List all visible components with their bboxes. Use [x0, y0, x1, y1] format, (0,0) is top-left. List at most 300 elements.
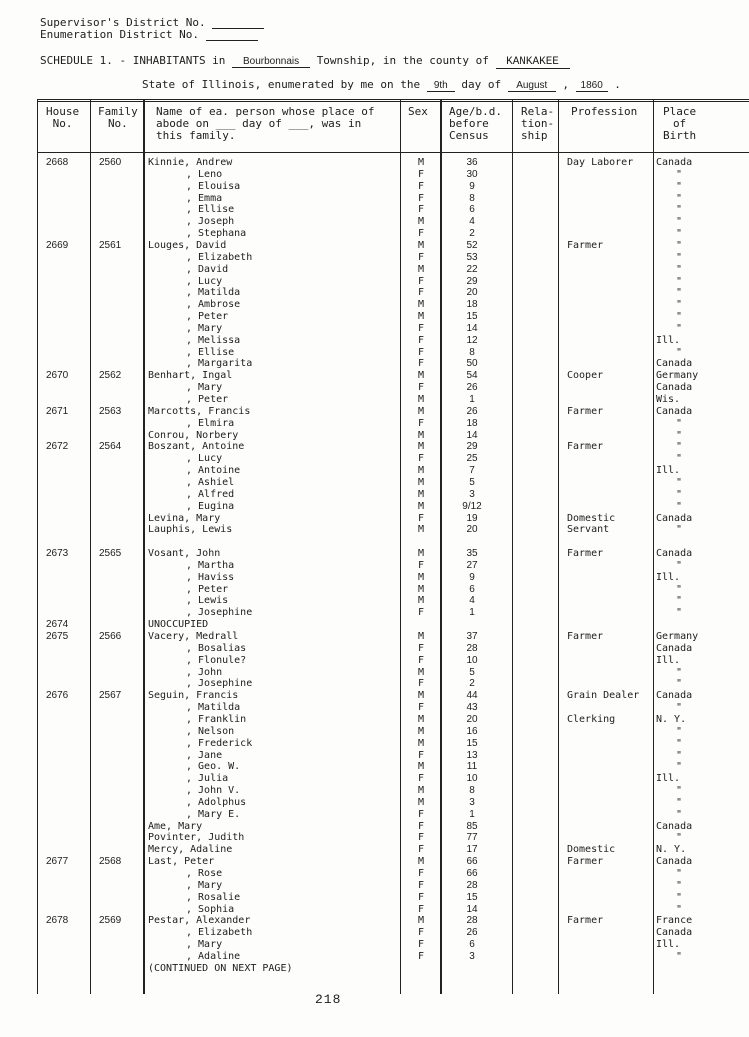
age: 4: [469, 595, 475, 606]
birthplace: ": [676, 264, 683, 275]
person-name: , David: [186, 264, 229, 275]
person-name: Mercy, Adaline: [148, 844, 233, 855]
person-name: , Ellise: [186, 347, 235, 358]
sex: F: [418, 228, 425, 239]
birthplace: ": [676, 240, 683, 251]
age: 20: [466, 287, 478, 298]
age: 1: [469, 394, 475, 405]
age: 11: [466, 761, 478, 772]
family-no: 2560: [99, 157, 122, 168]
age: 18: [466, 418, 478, 429]
person-name: , Josephine: [186, 678, 253, 689]
profession: Day Laborer: [567, 157, 634, 168]
birthplace: ": [676, 489, 683, 500]
col-rule: [512, 99, 513, 994]
birthplace: ": [676, 228, 683, 239]
age: 52: [466, 240, 478, 251]
person-name: , Franklin: [186, 714, 247, 725]
birthplace: ": [676, 595, 683, 606]
birthplace: ": [676, 501, 683, 512]
sex: F: [418, 276, 425, 287]
age: 13: [466, 750, 478, 761]
person-name: , Eugina: [186, 501, 235, 512]
sex: M: [418, 690, 425, 701]
col-rule: [90, 99, 91, 994]
age: 29: [466, 276, 478, 287]
sex: M: [418, 441, 425, 452]
sex: M: [418, 584, 425, 595]
age: 6: [469, 584, 475, 595]
person-name: , John: [186, 667, 223, 678]
person-name: , Adaline: [186, 951, 241, 962]
schedule-line: [40, 54, 570, 69]
person-name: , Jane: [186, 750, 223, 761]
sex: M: [418, 430, 425, 441]
age: 37: [466, 631, 478, 642]
person-name: Marcotts, Francis: [148, 406, 251, 417]
age: 28: [466, 915, 478, 926]
person-name: , Lucy: [186, 453, 223, 464]
age: 5: [469, 667, 475, 678]
sex: M: [418, 264, 425, 275]
birthplace: ": [676, 169, 683, 180]
family-no: 2567: [99, 690, 122, 701]
sex: F: [418, 347, 425, 358]
profession: Farmer: [567, 240, 604, 251]
person-name: Pestar, Alexander: [148, 915, 251, 926]
birthplace: ": [676, 477, 683, 488]
age: 1: [469, 607, 475, 618]
family-no: 2564: [99, 441, 122, 452]
person-name: , Haviss: [186, 572, 235, 583]
sex: M: [418, 157, 425, 168]
birthplace: Canada: [656, 406, 693, 417]
person-name: Povinter, Judith: [148, 832, 245, 843]
age: 14: [466, 323, 478, 334]
person-name: , Ambrose: [186, 299, 241, 310]
person-name: Lauphis, Lewis: [148, 524, 233, 535]
sex: F: [418, 560, 425, 571]
age: 26: [466, 406, 478, 417]
house-no: 2669: [46, 240, 69, 251]
age: 14: [466, 430, 478, 441]
person-name: , Peter: [186, 584, 229, 595]
col-header-house: House No.: [46, 105, 80, 130]
enumeration-label: Enumeration District No.: [40, 28, 199, 41]
person-name: Seguin, Francis: [148, 690, 239, 701]
birthplace: ": [676, 726, 683, 737]
age: 28: [466, 880, 478, 891]
profession: Farmer: [567, 406, 604, 417]
sex: F: [418, 904, 425, 915]
age: 19: [466, 513, 478, 524]
age: 6: [469, 939, 475, 950]
age: 77: [466, 832, 478, 843]
person-name: , Antoine: [186, 465, 241, 476]
age: 14: [466, 904, 478, 915]
sex: M: [418, 216, 425, 227]
house-no: 2668: [46, 157, 69, 168]
age: 44: [466, 690, 478, 701]
birthplace: Canada: [656, 690, 693, 701]
age: 26: [466, 927, 478, 938]
birthplace: ": [676, 299, 683, 310]
person-name: , John V.: [186, 785, 241, 796]
birthplace: ": [676, 607, 683, 618]
profession: Farmer: [567, 441, 604, 452]
sex: F: [418, 678, 425, 689]
age: 35: [466, 548, 478, 559]
age: 15: [466, 892, 478, 903]
birthplace: ": [676, 181, 683, 192]
sex: F: [418, 169, 425, 180]
birthplace: ": [676, 809, 683, 820]
birthplace: ": [676, 287, 683, 298]
sex: F: [418, 382, 425, 393]
person-name: , Geo. W.: [186, 761, 241, 772]
sex: M: [418, 667, 425, 678]
birthplace: Canada: [656, 513, 693, 524]
family-no: 2565: [99, 548, 122, 559]
sex: M: [418, 394, 425, 405]
person-name: , Elmira: [186, 418, 235, 429]
person-name: Conrou, Norbery: [148, 430, 239, 441]
state-line: State of Illinois, enumerated by me on the 9th day of August , 1860 .: [142, 78, 621, 91]
age: 15: [466, 311, 478, 322]
age: 8: [469, 347, 475, 358]
sex: M: [418, 311, 425, 322]
birthplace: ": [676, 524, 683, 535]
person-name: , Melissa: [186, 335, 241, 346]
person-name: Louges, David: [148, 240, 227, 251]
birthplace: Germany: [656, 631, 699, 642]
age: 50: [466, 358, 478, 369]
person-name: , Margarita: [186, 358, 253, 369]
house-no: 2677: [46, 856, 69, 867]
sex: F: [418, 204, 425, 215]
person-name: , Mary: [186, 382, 223, 393]
sex: F: [418, 418, 425, 429]
person-name: , Ashiel: [186, 477, 235, 488]
person-name: , Emma: [186, 193, 223, 204]
birthplace: ": [676, 904, 683, 915]
house-no: 2670: [46, 370, 69, 381]
enumeration-district: [40, 28, 258, 41]
col-header-age: Age/b.d. before Census: [449, 105, 502, 142]
sex: M: [418, 572, 425, 583]
sex: F: [418, 832, 425, 843]
birthplace: Canada: [656, 927, 693, 938]
age: 66: [466, 856, 478, 867]
day-word: day of: [461, 78, 502, 91]
age: 36: [466, 157, 478, 168]
birthplace: Germany: [656, 370, 699, 381]
sex: F: [418, 927, 425, 938]
birthplace: Ill.: [656, 655, 681, 666]
sex: M: [418, 714, 425, 725]
birthplace: ": [676, 892, 683, 903]
sex: M: [418, 595, 425, 606]
sex: F: [418, 358, 425, 369]
person-name: , Flonule?: [186, 655, 247, 666]
birthplace: ": [676, 951, 683, 962]
birthplace: Ill.: [656, 939, 681, 950]
birthplace: Canada: [656, 548, 693, 559]
sex: F: [418, 335, 425, 346]
birthplace: Ill.: [656, 335, 681, 346]
person-name: Last, Peter: [148, 856, 215, 867]
col-rule: [440, 99, 442, 994]
person-name: Vosant, John: [148, 548, 221, 559]
state-prefix: State of Illinois, enumerated by me on the: [142, 78, 421, 91]
sex: M: [418, 785, 425, 796]
sex: F: [418, 880, 425, 891]
sex: M: [418, 501, 425, 512]
profession: Farmer: [567, 631, 604, 642]
person-name: , Mary: [186, 939, 223, 950]
person-name: , Stephana: [186, 228, 247, 239]
age: 16: [466, 726, 478, 737]
age: 27: [466, 560, 478, 571]
col-header-profession: Profession: [571, 105, 638, 118]
age: 54: [466, 370, 478, 381]
sex: M: [418, 299, 425, 310]
birthplace: Ill.: [656, 773, 681, 784]
person-name: Levina, Mary: [148, 513, 221, 524]
person-name: Vacery, Medrall: [148, 631, 239, 642]
sex: M: [418, 726, 425, 737]
person-name: , Mary: [186, 880, 223, 891]
birthplace: Ill.: [656, 572, 681, 583]
house-no: 2674: [46, 619, 69, 630]
family-no: 2568: [99, 856, 122, 867]
age: 2: [469, 228, 475, 239]
sex: M: [418, 797, 425, 808]
birthplace: ": [676, 204, 683, 215]
sex: F: [418, 844, 425, 855]
birthplace: ": [676, 276, 683, 287]
sex: M: [418, 761, 425, 772]
sex: F: [418, 607, 425, 618]
birthplace: ": [676, 560, 683, 571]
profession: Farmer: [567, 856, 604, 867]
birthplace: Wis.: [656, 394, 681, 405]
schedule-prefix: SCHEDULE 1. - INHABITANTS in: [40, 54, 226, 67]
sex: M: [418, 631, 425, 642]
age: 7: [469, 465, 475, 476]
profession: Clerking: [567, 714, 616, 725]
age: 1: [469, 809, 475, 820]
col-header-family: Family No.: [98, 105, 138, 130]
birthplace: France: [656, 915, 693, 926]
person-name: (CONTINUED ON NEXT PAGE): [148, 963, 293, 974]
person-name: , Rose: [186, 868, 223, 879]
township-mid: Township, in the county of: [316, 54, 489, 67]
age: 8: [469, 193, 475, 204]
house-no: 2672: [46, 441, 69, 452]
birthplace: N. Y.: [656, 844, 687, 855]
age: 85: [466, 821, 478, 832]
age: 22: [466, 264, 478, 275]
supervisor-label: Supervisor's District No.: [40, 16, 206, 29]
age: 29: [466, 441, 478, 452]
age: 6: [469, 204, 475, 215]
age: 3: [469, 797, 475, 808]
col-rule: [653, 99, 654, 994]
person-name: , Adolphus: [186, 797, 247, 808]
birthplace: Canada: [656, 358, 693, 369]
sex: F: [418, 252, 425, 263]
age: 5: [469, 477, 475, 488]
family-no: 2566: [99, 631, 122, 642]
person-name: , Sophia: [186, 904, 235, 915]
sex: M: [418, 477, 425, 488]
sex: F: [418, 951, 425, 962]
sex: F: [418, 181, 425, 192]
age: 9: [469, 572, 475, 583]
person-name: , Nelson: [186, 726, 235, 737]
age: 9/12: [462, 501, 482, 512]
sex: F: [418, 809, 425, 820]
sex: M: [418, 548, 425, 559]
person-name: , Alfred: [186, 489, 235, 500]
birthplace: ": [676, 584, 683, 595]
page-number: 218: [315, 992, 342, 1007]
person-name: , Matilda: [186, 287, 241, 298]
person-name: , Ellise: [186, 204, 235, 215]
year-value: 1860: [576, 80, 608, 92]
person-name: , Elizabeth: [186, 927, 253, 938]
person-name: Benhart, Ingal: [148, 370, 233, 381]
sex: F: [418, 453, 425, 464]
birthplace: Canada: [656, 821, 693, 832]
sex: F: [418, 513, 425, 524]
profession: Domestic: [567, 513, 616, 524]
sex: F: [418, 287, 425, 298]
col-header-relation: Rela- tion- ship: [521, 105, 555, 142]
birthplace: ": [676, 750, 683, 761]
sex: M: [418, 240, 425, 251]
family-no: 2569: [99, 915, 122, 926]
family-no: 2561: [99, 240, 122, 251]
birthplace: ": [676, 430, 683, 441]
age: 2: [469, 678, 475, 689]
col-header-sex: Sex: [408, 105, 428, 118]
birthplace: ": [676, 880, 683, 891]
birthplace: ": [676, 453, 683, 464]
col-header-birth: Place of Birth: [663, 105, 697, 142]
sex: F: [418, 750, 425, 761]
month-value: August: [508, 80, 556, 92]
age: 20: [466, 714, 478, 725]
age: 30: [466, 169, 478, 180]
birthplace: ": [676, 785, 683, 796]
person-name: , Lewis: [186, 595, 229, 606]
sex: M: [418, 856, 425, 867]
person-name: , Leno: [186, 169, 223, 180]
col-header-name: Name of ea. person whose place of abode on ___ day of ___, was in this family.: [156, 105, 375, 142]
birthplace: ": [676, 347, 683, 358]
birthplace: Ill.: [656, 465, 681, 476]
person-name: , Mary E.: [186, 809, 241, 820]
township-value: Bourbonnais: [232, 56, 310, 68]
person-name: , Josephine: [186, 607, 253, 618]
birthplace: Canada: [656, 157, 693, 168]
age: 15: [466, 738, 478, 749]
birthplace: ": [676, 193, 683, 204]
col-rule: [37, 99, 38, 994]
house-no: 2673: [46, 548, 69, 559]
profession: Servant: [567, 524, 610, 535]
age: 4: [469, 216, 475, 227]
col-rule: [143, 99, 145, 994]
person-name: , Peter: [186, 394, 229, 405]
age: 10: [466, 773, 478, 784]
age: 3: [469, 489, 475, 500]
age: 12: [466, 335, 478, 346]
sex: M: [418, 915, 425, 926]
age: 43: [466, 702, 478, 713]
person-name: , Frederick: [186, 738, 253, 749]
birthplace: Canada: [656, 382, 693, 393]
house-no: 2671: [46, 406, 69, 417]
sex: F: [418, 892, 425, 903]
family-no: 2562: [99, 370, 122, 381]
person-name: Kinnie, Andrew: [148, 157, 233, 168]
sex: M: [418, 489, 425, 500]
profession: Domestic: [567, 844, 616, 855]
birthplace: ": [676, 678, 683, 689]
birthplace: ": [676, 323, 683, 334]
birthplace: N. Y.: [656, 714, 687, 725]
sex: F: [418, 323, 425, 334]
age: 3: [469, 951, 475, 962]
age: 20: [466, 524, 478, 535]
person-name: Ame, Mary: [148, 821, 203, 832]
person-name: , Elizabeth: [186, 252, 253, 263]
age: 18: [466, 299, 478, 310]
age: 17: [466, 844, 478, 855]
house-no: 2678: [46, 915, 69, 926]
sex: M: [418, 406, 425, 417]
age: 8: [469, 785, 475, 796]
person-name: , Lucy: [186, 276, 223, 287]
profession: Farmer: [567, 548, 604, 559]
house-no: 2675: [46, 631, 69, 642]
birthplace: ": [676, 761, 683, 772]
birthplace: ": [676, 418, 683, 429]
person-name: , Joseph: [186, 216, 235, 227]
sex: F: [418, 702, 425, 713]
house-no: 2676: [46, 690, 69, 701]
age: 10: [466, 655, 478, 666]
col-rule: [558, 99, 559, 994]
person-name: , Elouisa: [186, 181, 241, 192]
age: 66: [466, 868, 478, 879]
birthplace: ": [676, 797, 683, 808]
person-name: , Mary: [186, 323, 223, 334]
sex: F: [418, 773, 425, 784]
family-no: 2563: [99, 406, 122, 417]
day-value: 9th: [427, 80, 455, 92]
birthplace: ": [676, 252, 683, 263]
sex: M: [418, 738, 425, 749]
profession: Cooper: [567, 370, 604, 381]
sex: F: [418, 193, 425, 204]
age: 28: [466, 643, 478, 654]
birthplace: ": [676, 702, 683, 713]
sex: F: [418, 643, 425, 654]
